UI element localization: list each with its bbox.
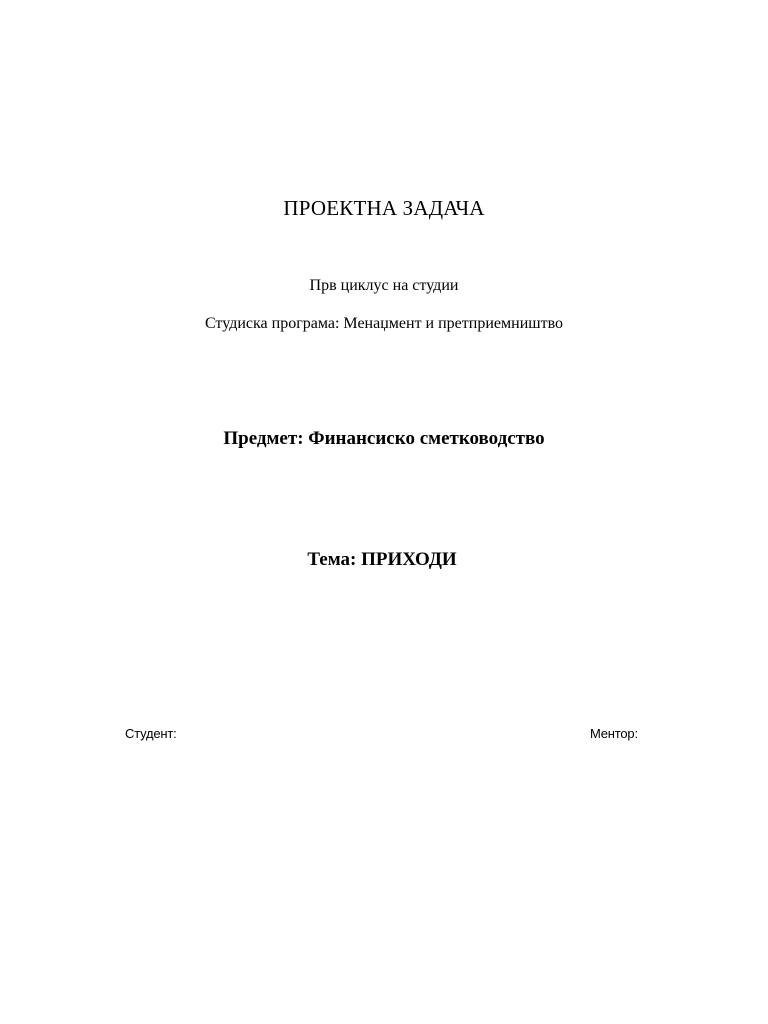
mentor-label: Ментор: — [590, 726, 638, 741]
topic-heading: Тема: ПРИХОДИ — [307, 549, 457, 570]
study-cycle: Прв циклус на студии — [309, 277, 459, 294]
subject-heading: Предмет: Финансиско сметководство — [223, 428, 545, 449]
student-label: Студент: — [125, 726, 177, 741]
document-title: ПРОЕКТНА ЗАДАЧА — [283, 196, 485, 220]
study-program: Студиска програма: Менаџмент и претприемништво — [204, 315, 564, 332]
